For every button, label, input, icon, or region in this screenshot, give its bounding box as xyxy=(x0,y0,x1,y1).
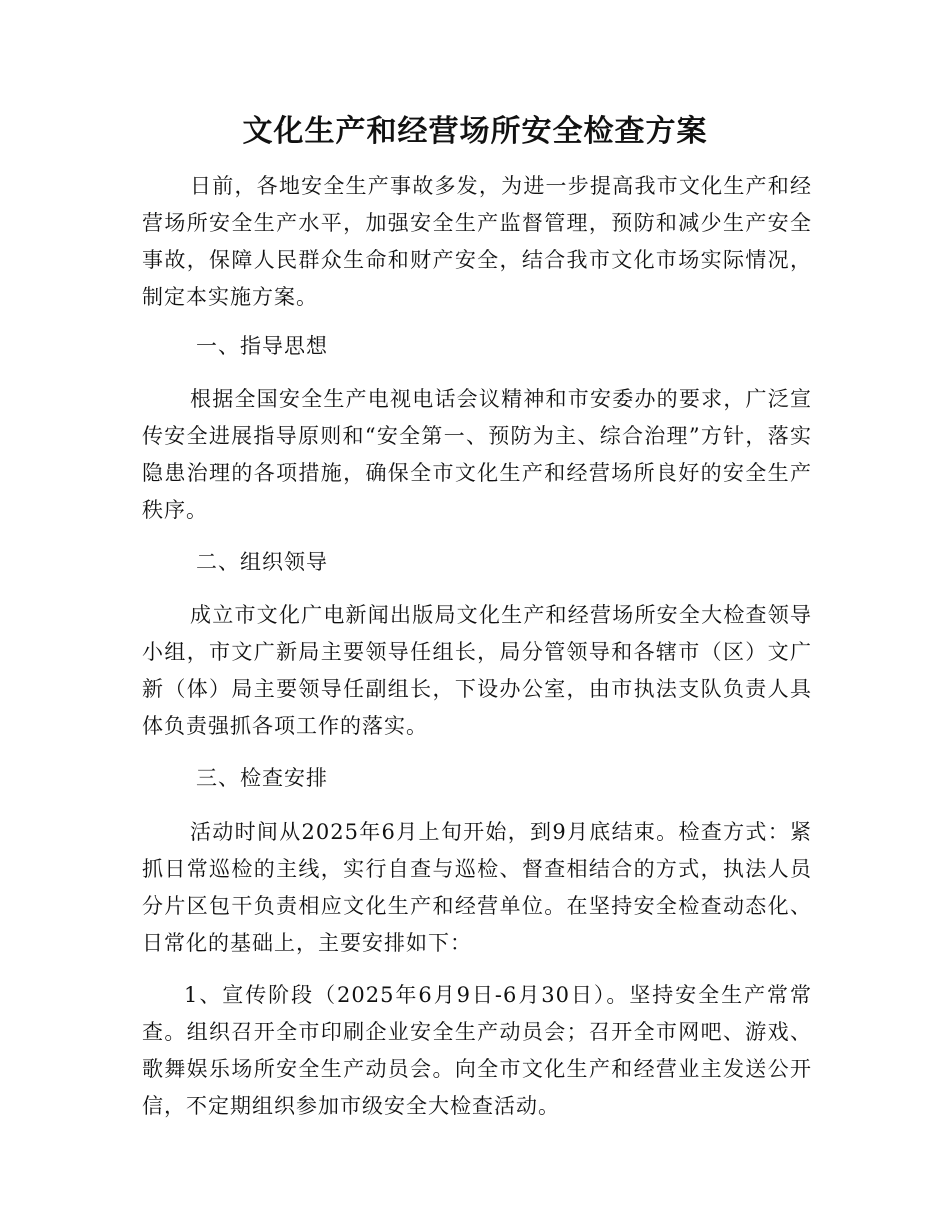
section-heading-inspection-plan: 三、检查安排 xyxy=(196,766,328,790)
section-heading-guiding-ideology: 一、指导思想 xyxy=(196,334,328,358)
intro-paragraph: 日前，各地安全生产事故多发，为进一步提高我市文化生产和经营场所安全生产水平，加强安全生产监督管理，预防和减少生产安全事故，保障人民群众生命和财产安全，结合我市文化市场实际情况，制定本实施方案。 xyxy=(142,174,812,309)
section-body-inspection-plan: 活动时间从2025年6月上旬开始，到9月底结束。检查方式：紧抓日常巡检的主线，实行自查与巡检、督查相结合的方式，执法人员分片区包干负责相应文化生产和经营单位。在坚持安全检查动态化、日常化的基础上，主要安排如下： xyxy=(142,820,812,955)
document-title: 文化生产和经营场所安全检查方案 xyxy=(242,114,708,149)
section-body-organization: 成立市文化广电新闻出版局文化生产和经营场所安全大检查领导小组，市文广新局主要领导任组长，局分管领导和各辖市（区）文广新（体）局主要领导任副组长，下设办公室，由市执法支队负责人具体负责强抓各项工作的落实。 xyxy=(142,603,812,738)
section-heading-organization: 二、组织领导 xyxy=(196,550,328,574)
section-body-guiding-ideology: 根据全国安全生产电视电话会议精神和市安委办的要求，广泛宣传安全进展指导原则和“安全第一、预防为主、综合治理”方针，落实隐患治理的各项措施，确保全市文化生产和经营场所良好的安全生产秩序。 xyxy=(142,387,812,522)
list-item-publicity-stage: 1、宣传阶段（2025年6月9日-6月30日）。坚持安全生产常常查。组织召开全市印刷企业安全生产动员会；召开全市网吧、游戏、歌舞娱乐场所安全生产动员会。向全市文化生产和经营业主发送公开信，不定期组织参加市级安全大检查活动。 xyxy=(142,983,812,1118)
